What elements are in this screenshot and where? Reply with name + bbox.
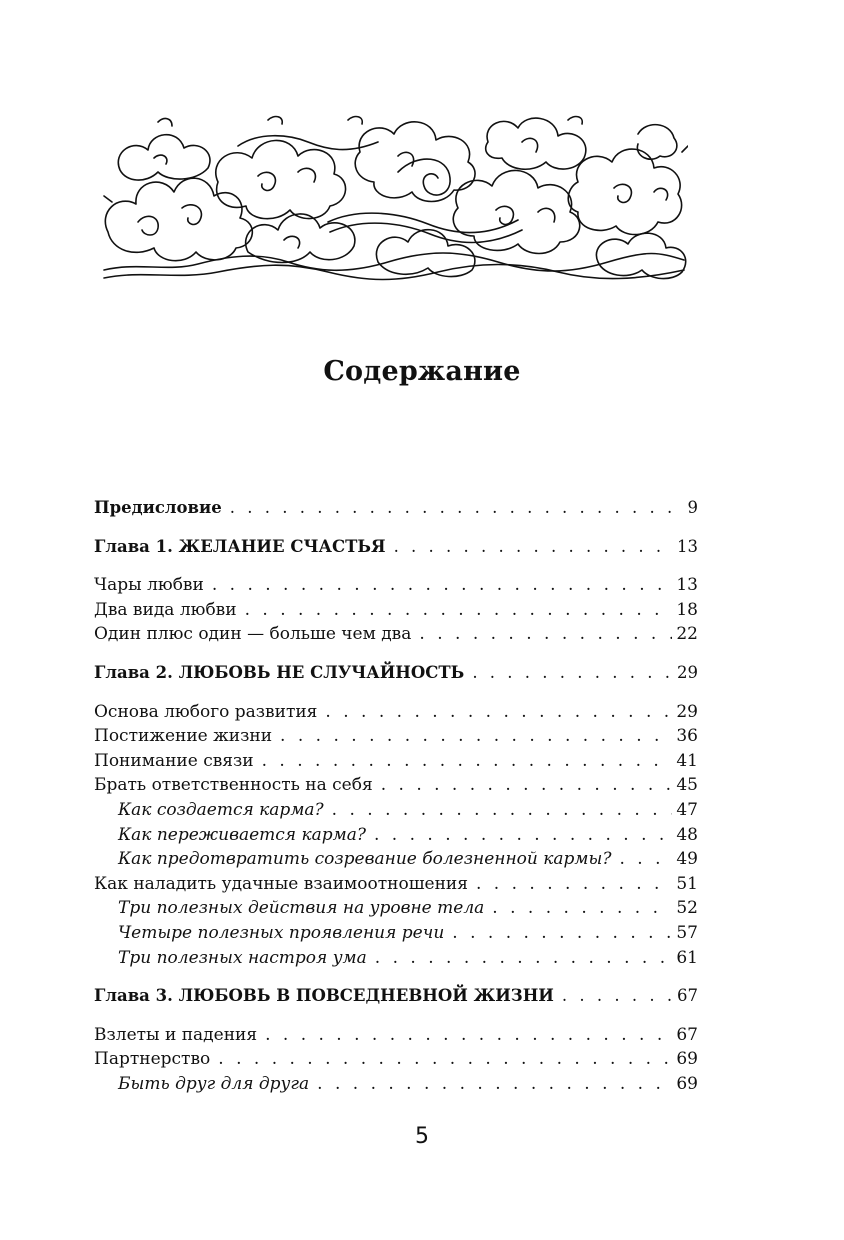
toc-entry-title: Основа любого развития: [94, 701, 318, 722]
page-number: 5: [415, 1124, 429, 1149]
toc-entry-page: 67: [676, 1024, 698, 1045]
toc-entry-page: 18: [676, 599, 698, 620]
toc-entry-title: Четыре полезных проявления речи: [118, 922, 445, 943]
toc-entry-page: 13: [677, 536, 698, 556]
toc-leader-dots: [394, 535, 673, 560]
toc-leader-dots: [619, 847, 672, 872]
toc-leader-dots: [317, 1072, 672, 1097]
toc-entry-page: 36: [676, 726, 698, 747]
toc-entry-title: Предисловие: [94, 498, 222, 517]
toc-entry-sub[interactable]: [94, 847, 698, 872]
cloud-ornament-icon: [98, 112, 688, 294]
toc-entry-title: Глава 2. ЛЮБОВЬ НЕ СЛУЧАЙНОСТЬ: [94, 662, 465, 682]
toc-leader-dots: [492, 896, 672, 921]
toc-gap: [94, 647, 698, 661]
toc-entry-title: Как создается карма?: [118, 799, 324, 820]
toc-leader-dots: [381, 773, 673, 798]
toc-entry-title: Чары любви: [94, 575, 204, 596]
toc-entry-sub[interactable]: [94, 1072, 698, 1097]
toc-leader-dots: [262, 749, 673, 774]
toc-leader-dots: [332, 798, 673, 823]
toc-entry-title: Как предотвратить созревание болезненной кармы?: [118, 849, 612, 870]
toc-entry-title: Глава 3. ЛЮБОВЬ В ПОВСЕДНЕВНОЙ ЖИЗНИ: [94, 986, 554, 1006]
toc-entry-section[interactable]: [94, 749, 698, 774]
toc-entry-title: Брать ответственность на себя: [94, 775, 373, 796]
toc-gap: [94, 970, 698, 984]
toc-entry-page: 29: [676, 701, 698, 722]
toc-leader-dots: [280, 724, 672, 749]
toc-entry-chapter[interactable]: [94, 496, 698, 521]
toc-entry-title: Глава 1. ЖЕЛАНИЕ СЧАСТЬЯ: [94, 536, 386, 556]
toc-entry-page: 52: [676, 898, 698, 919]
toc-gap: [94, 1009, 698, 1023]
toc-entry-section[interactable]: [94, 872, 698, 897]
toc-entry-title: Как наладить удачные взаимоотношения: [94, 873, 468, 894]
toc-leader-dots: [562, 984, 673, 1009]
toc-leader-dots: [245, 598, 673, 623]
toc-entry-page: 45: [676, 775, 698, 796]
toc-entry-section[interactable]: [94, 1023, 698, 1048]
toc-entry-section[interactable]: [94, 598, 698, 623]
toc-entry-title: Быть друг для друга: [118, 1073, 310, 1094]
toc-entry-sub[interactable]: [94, 823, 698, 848]
toc-entry-section[interactable]: [94, 773, 698, 798]
toc-leader-dots: [452, 921, 672, 946]
toc-entry-page: 69: [676, 1049, 698, 1070]
toc-entry-chapter[interactable]: [94, 661, 698, 686]
toc-entry-page: 61: [676, 947, 698, 968]
toc-leader-dots: [230, 496, 684, 521]
toc-entry-title: Постижение жизни: [94, 726, 273, 747]
toc-leader-dots: [325, 700, 672, 725]
toc-entry-sub[interactable]: [94, 921, 698, 946]
toc-entry-sub[interactable]: [94, 798, 698, 823]
toc-entry-title: Взлеты и падения: [94, 1024, 258, 1045]
toc-entry-page: 49: [676, 849, 698, 870]
toc-leader-dots: [374, 823, 672, 848]
table-of-contents: [94, 496, 698, 1096]
toc-gap: [94, 686, 698, 700]
toc-entry-page: 51: [676, 873, 698, 894]
toc-entry-page: 69: [676, 1073, 698, 1094]
toc-leader-dots: [265, 1023, 672, 1048]
toc-gap: [94, 559, 698, 573]
toc-entry-title: Три полезных настроя ума: [118, 947, 367, 968]
toc-entry-page: 57: [676, 922, 698, 943]
toc-leader-dots: [476, 872, 672, 897]
toc-entry-section[interactable]: [94, 700, 698, 725]
toc-entry-page: 67: [677, 986, 698, 1006]
toc-entry-sub[interactable]: [94, 946, 698, 971]
toc-entry-title: Один плюс один — больше чем два: [94, 624, 412, 645]
toc-entry-title: Как переживается карма?: [118, 824, 366, 845]
toc-entry-chapter[interactable]: [94, 535, 698, 560]
toc-leader-dots: [419, 622, 672, 647]
toc-entry-title: Три полезных действия на уровне тела: [118, 898, 485, 919]
toc-entry-chapter[interactable]: [94, 984, 698, 1009]
toc-leader-dots: [218, 1047, 672, 1072]
toc-leader-dots: [375, 946, 673, 971]
toc-entry-title: Партнерство: [94, 1049, 211, 1070]
toc-entry-section[interactable]: [94, 724, 698, 749]
toc-entry-sub[interactable]: [94, 896, 698, 921]
toc-gap: [94, 521, 698, 535]
toc-leader-dots: [212, 573, 673, 598]
toc-entry-page: 29: [677, 662, 698, 682]
toc-leader-dots: [472, 661, 673, 686]
toc-entry-page: 13: [676, 575, 698, 596]
toc-entry-page: 9: [687, 498, 698, 517]
toc-entry-page: 41: [676, 750, 698, 771]
toc-entry-section[interactable]: [94, 1047, 698, 1072]
toc-entry-page: 48: [676, 824, 698, 845]
page-title: Содержание: [323, 356, 521, 387]
toc-entry-section[interactable]: [94, 573, 698, 598]
toc-entry-title: Понимание связи: [94, 750, 254, 771]
toc-entry-title: Два вида любви: [94, 599, 237, 620]
toc-entry-page: 22: [676, 624, 698, 645]
toc-entry-page: 47: [676, 799, 698, 820]
toc-entry-section[interactable]: [94, 622, 698, 647]
